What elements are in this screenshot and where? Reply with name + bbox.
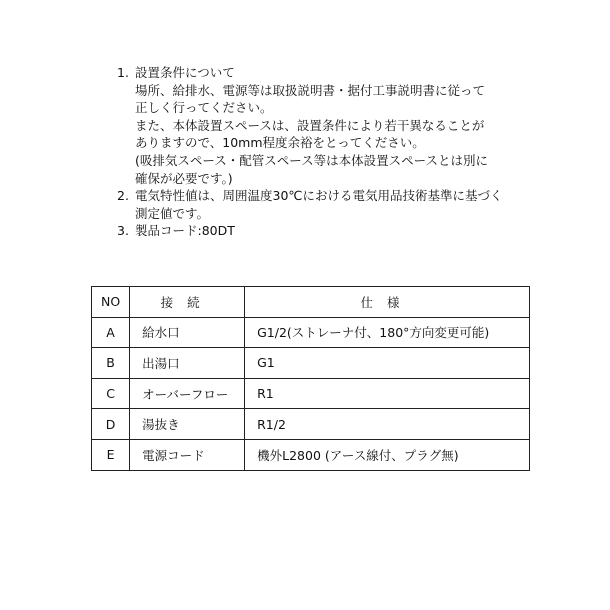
note-line: 設置条件について [135, 65, 235, 80]
note-line: 正しく行ってください。 [135, 100, 273, 116]
header-no: NO [92, 287, 130, 318]
table-header-row [92, 287, 530, 318]
header-spec-label: 仕様 [360, 294, 414, 310]
note-3 [117, 222, 537, 240]
row-no: A [92, 317, 130, 348]
row-spec: R1/2 [245, 409, 530, 440]
note-line: 場所、給排水、電源等は取扱説明書・据付工事説明書に従って [135, 82, 486, 98]
row-connection: オーバーフロー [130, 378, 245, 409]
table-row [92, 317, 530, 348]
note-line: (吸排気スペース・配管スペース等は本体設置スペースとは別に [135, 152, 489, 168]
row-no: B [92, 348, 130, 379]
row-connection: 電源コード [130, 439, 245, 470]
row-connection: 出湯口 [130, 348, 245, 379]
note-line: 確保が必要です。) [135, 170, 233, 186]
note-line: ありますので、10mm程度余裕をとってください。 [135, 135, 425, 151]
row-spec: G1/2(ストレーナ付、180°方向変更可能) [245, 317, 530, 348]
row-spec: G1 [245, 348, 530, 379]
note-1 [117, 64, 537, 187]
table-row [92, 409, 530, 440]
table-row [92, 378, 530, 409]
table-row [92, 348, 530, 379]
note-line: また、本体設置スペースは、設置条件により若干異なることが [135, 117, 485, 133]
row-spec: R1 [245, 378, 530, 409]
note-2 [117, 187, 537, 222]
row-no: D [92, 409, 130, 440]
row-no: C [92, 378, 130, 409]
note-number: 3. [117, 223, 129, 239]
row-no: E [92, 439, 130, 470]
connection-spec-table [91, 286, 530, 471]
row-spec: 機外L2800 (アース線付、プラグ無) [245, 439, 530, 470]
header-spec [245, 287, 530, 318]
header-connection [130, 287, 245, 318]
note-number: 2. [117, 188, 129, 204]
row-connection: 湯抜き [130, 409, 245, 440]
row-connection: 給水口 [130, 317, 245, 348]
header-connection-label: 接続 [160, 294, 214, 310]
installation-notes [117, 64, 537, 240]
note-number: 1. [117, 65, 129, 80]
product-code: 製品コード:80DT [135, 223, 235, 239]
table-row [92, 439, 530, 470]
note-line: 電気特性値は、周囲温度30℃における電気用品技術基準に基づく [135, 188, 503, 204]
note-line: 測定値です。 [135, 205, 210, 221]
